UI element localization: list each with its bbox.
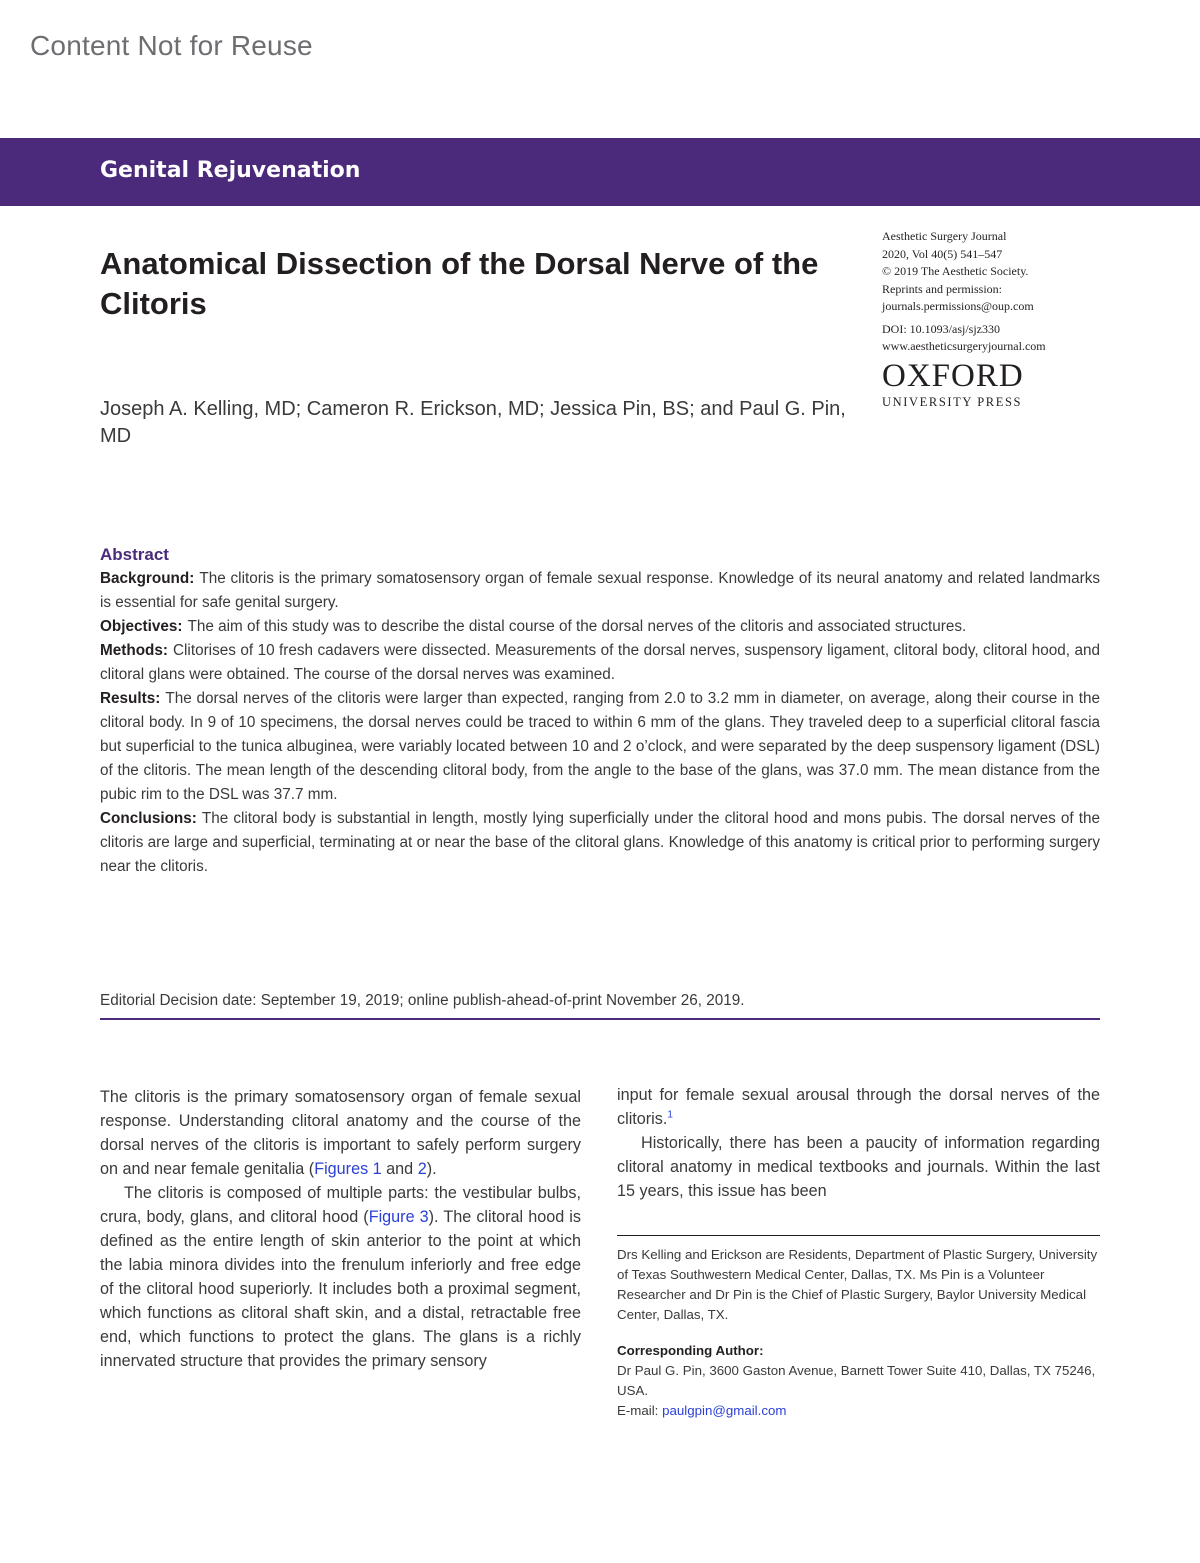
body-column-left (100, 1085, 581, 1373)
copyright: © 2019 The Aesthetic Society. (882, 264, 1029, 278)
journal-name: Aesthetic Surgery Journal (882, 229, 1007, 243)
body-text: The clitoris is the primary somatosensory organ of female sexual response. Understanding clitoral anatomy and the course of the dorsal nerves of the clitoris is important to safely perform surgery on and near female genitalia ( (100, 1088, 581, 1178)
abstract-conclusions (100, 807, 1100, 879)
abstract-label: Conclusions: (100, 810, 197, 827)
body-paragraph (100, 1085, 581, 1181)
section-label: Genital Rejuvenation (100, 158, 361, 183)
body-text: and (381, 1160, 418, 1178)
body-paragraph (617, 1131, 1100, 1203)
section-band (0, 138, 1200, 206)
body-paragraph (100, 1181, 581, 1373)
email-label: E-mail: (617, 1403, 663, 1418)
journal-volume: 2020, Vol 40(5) 541–547 (882, 246, 1003, 261)
reference-link[interactable]: 1 (667, 1109, 673, 1121)
body-column-right (617, 1083, 1100, 1203)
abstract-objectives (100, 615, 1100, 639)
abstract (100, 543, 1100, 879)
abstract-label: Results: (100, 690, 161, 707)
figure-link[interactable]: 2 (417, 1160, 427, 1178)
figure-link[interactable]: Figures 1 (314, 1160, 382, 1178)
abstract-text: The aim of this study was to describe the distal course of the dorsal nerves of the clitoris and associated structures. (187, 618, 967, 635)
permissions-email[interactable]: journals.permissions@oup.com (882, 299, 1034, 313)
abstract-label: Background: (100, 570, 195, 587)
abstract-methods (100, 639, 1100, 687)
body-text: input for female sexual arousal through the dorsal nerves of the clitoris. (617, 1086, 1100, 1128)
editorial-decision: Editorial Decision date: September 19, 2019; online publish-ahead-of-print November 26, 2019. (100, 992, 745, 1009)
divider (100, 1018, 1100, 1020)
corresponding-heading: Corresponding Author: (617, 1343, 764, 1358)
body-text: ). (426, 1160, 437, 1178)
body-paragraph (617, 1083, 1100, 1131)
author-list: Joseph A. Kelling, MD; Cameron R. Erickson, MD; Jessica Pin, BS; and Paul G. Pin, MD (100, 398, 846, 447)
email-link[interactable]: paulgpin@gmail.com (662, 1403, 787, 1418)
abstract-results (100, 687, 1100, 807)
abstract-label: Methods: (100, 642, 168, 659)
journal-website[interactable]: www.aestheticsurgeryjournal.com (882, 339, 1046, 353)
abstract-label: Objectives: (100, 618, 183, 635)
publisher-sub: UNIVERSITY PRESS (882, 395, 1023, 409)
abstract-text: The clitoral body is substantial in length, mostly lying superficially under the clitoral hood and mons pubis. The dorsal nerves of the clitoris are large and superficial, terminating at or near the base of the clitoral glans. Knowledge of this anatomy is critical prior to performing surgery near the clitoris. (100, 810, 1100, 875)
doi[interactable]: DOI: 10.1093/asj/sjz330 (882, 321, 1000, 336)
abstract-text: The clitoris is the primary somatosensory organ of female sexual response. Knowledge of its neural anatomy and related landmarks is essential for safe genital surgery. (100, 570, 1100, 611)
figure-link[interactable]: Figure 3 (368, 1208, 429, 1226)
abstract-text: Clitorises of 10 fresh cadavers were dissected. Measurements of the dorsal nerves, suspensory ligament, clitoral body, clitoral hood, and clitoral glans were obtained. The course of the dorsal nerves was examined. (100, 642, 1100, 683)
journal-info (882, 228, 1182, 356)
abstract-text: The dorsal nerves of the clitoris were larger than expected, ranging from 2.0 to 3.2 mm in diameter, on average, along their course in the clitoral body. In 9 of 10 specimens, the dorsal nerves could be traced to within 6 mm of the glans. They traveled deep to a superficial clitoral fascia but superficial to the tunica albuginea, were variably located between 10 and 2 o’clock, and were separated by the deep suspensory ligament (DSL) of the clitoris. The mean length of the descending clitoral body, from the angle to the base of the glans, was 37.0 mm. The mean distance from the pubic rim to the DSL was 37.7 mm. (100, 690, 1100, 803)
watermark: Content Not for Reuse (30, 30, 313, 61)
abstract-background (100, 567, 1100, 615)
affiliations: Drs Kelling and Erickson are Residents, Department of Plastic Surgery, University of Texas Southwestern Medical Center, Dallas, TX. Ms Pin is a Volunteer Researcher and Dr Pin is the Chief of Plastic Surgery, Baylor University Medical Center, Dallas, TX. (617, 1247, 1098, 1322)
article-title: Anatomical Dissection of the Dorsal Nerve of the Clitoris (100, 246, 819, 321)
email-line (617, 1401, 1100, 1421)
publisher-name: OXFORD (882, 358, 1024, 394)
body-text: Historically, there has been a paucity of information regarding clitoral anatomy in medical textbooks and journals. Within the last 15 years, this issue has been (617, 1134, 1100, 1200)
corresponding-author (617, 1341, 1100, 1421)
abstract-heading: Abstract (100, 545, 169, 564)
publisher-logo (882, 358, 1052, 410)
footnote-divider (617, 1235, 1100, 1236)
body-text: ). The clitoral hood is defined as the entire length of skin anterior to the point at which the labia minora divides into the frenulum inferiorly and free edge of the clitoral hood superiorly. It includes both a proximal segment, which functions as clitoral shaft skin, and a distal, retractable free end, which functions to protect the glans. The glans is a richly innervated structure that provides the primary sensory (100, 1208, 581, 1370)
body-text: The clitoris is composed of multiple parts: the vestibular bulbs, crura, body, glans, and clitoral hood ( (100, 1184, 581, 1226)
reprints-label: Reprints and permission: (882, 281, 1002, 296)
corresponding-address: Dr Paul G. Pin, 3600 Gaston Avenue, Barnett Tower Suite 410, Dallas, TX 75246, USA. (617, 1363, 1096, 1398)
